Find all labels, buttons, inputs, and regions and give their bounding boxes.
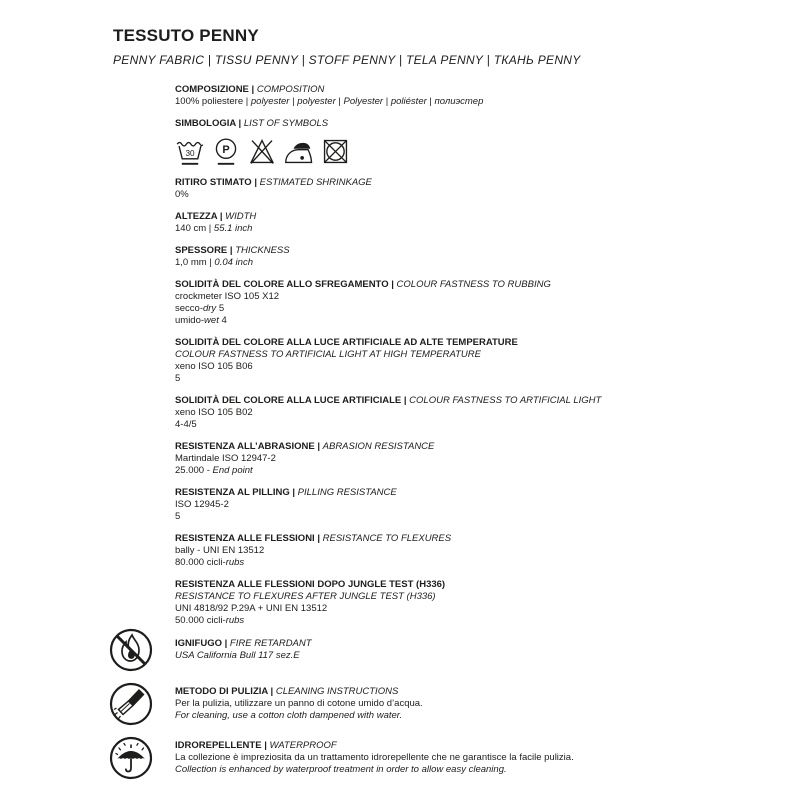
section-heading — [175, 638, 312, 650]
spec-line — [175, 545, 620, 557]
spec-text-segment: Collection is enhanced by waterproof treatment in order to allow easy cleaning. — [175, 764, 507, 775]
spec-line — [175, 373, 620, 385]
section-label-it: RESISTENZA AL PILLING — [175, 487, 290, 498]
spec-text-segment: 25.000 - — [175, 465, 213, 476]
section-heading — [175, 579, 620, 591]
spec-section — [175, 118, 620, 167]
spec-text-segment: Polyester — [343, 96, 384, 107]
dry-clean-p-gentle-icon — [211, 136, 241, 167]
spec-text-segment: poliéster — [390, 96, 427, 107]
section-label-it: METODO DI PULIZIA — [175, 686, 268, 697]
spec-line — [175, 710, 423, 722]
care-note-icon-holder — [108, 627, 154, 673]
label-separator: | — [221, 638, 230, 649]
spec-section — [175, 487, 620, 523]
spec-line — [175, 615, 620, 627]
section-label-en: ABRASION RESISTANCE — [322, 441, 435, 452]
spec-line — [175, 557, 620, 569]
section-label-it: SOLIDITÀ DEL COLORE ALLO SFREGAMENTO — [175, 279, 389, 290]
spec-text-segment: 4-4/5 — [175, 419, 197, 430]
section-label-en: LIST OF SYMBOLS — [243, 118, 329, 129]
spec-line — [175, 361, 620, 373]
label-separator: | — [388, 279, 397, 290]
label-separator: | — [217, 211, 226, 222]
spec-section — [175, 245, 620, 269]
section-label-en: COLOUR FASTNESS TO ARTIFICIAL LIGHT AT HIGH TEMPERATURE — [175, 349, 481, 360]
spec-text-segment: xeno ISO 105 B02 — [175, 407, 253, 418]
spec-text-segment: 80.000 cicli- — [175, 557, 226, 568]
umbrella-rain-icon — [108, 735, 154, 781]
spec-text-segment: umido- — [175, 315, 205, 326]
spec-text-segment: bally - UNI EN 13512 — [175, 545, 265, 556]
spec-text-segment: 0.04 inch — [214, 257, 253, 268]
section-heading — [175, 337, 620, 349]
spec-section — [175, 579, 620, 627]
spec-text-segment: crockmeter ISO 105 X12 — [175, 291, 280, 302]
label-separator: | — [235, 118, 244, 129]
section-heading — [175, 211, 620, 223]
section-label-en: CLEANING INSTRUCTIONS — [275, 686, 399, 697]
section-heading — [175, 84, 620, 96]
section-label-en: COMPOSITION — [256, 84, 325, 95]
spec-line — [175, 303, 620, 315]
spec-text-segment: 1,0 mm | — [175, 257, 215, 268]
section-label-it: SOLIDITÀ DEL COLORE ALLA LUCE ARTIFICIALE — [175, 395, 402, 406]
do-not-bleach-icon — [247, 136, 277, 167]
spec-text-segment: wet — [204, 315, 219, 326]
spec-text-segment: For cleaning, use a cotton cloth dampened with water. — [175, 710, 403, 721]
section-label-it: SOLIDITÀ DEL COLORE ALLA LUCE ARTIFICIALE AD ALTE TEMPERATURE — [175, 337, 518, 348]
spec-section — [175, 441, 620, 477]
spec-line — [175, 96, 620, 108]
iron-low-temp-icon — [283, 136, 314, 167]
spec-line — [175, 223, 620, 235]
spec-text-segment: USA California Bull 117 sez.E — [175, 650, 300, 661]
care-note-icon-holder — [108, 681, 154, 727]
section-heading — [175, 686, 423, 698]
spec-section — [175, 279, 620, 327]
label-separator: | — [248, 84, 257, 95]
section-label-it: SPESSORE — [175, 245, 228, 256]
spec-text-segment: secco- — [175, 303, 203, 314]
spec-line — [175, 407, 620, 419]
spec-text-segment: dry — [202, 303, 217, 314]
label-separator: | — [251, 177, 260, 188]
spec-text-segment: rubs — [225, 557, 245, 568]
spec-text-segment: End point — [212, 465, 253, 476]
spec-text-segment: полиэстер — [434, 96, 484, 107]
spec-line — [175, 764, 574, 776]
section-heading — [175, 740, 574, 752]
spec-section — [175, 533, 620, 569]
spec-section — [175, 177, 620, 201]
section-label-it: RESISTENZA ALL’ABRASIONE — [175, 441, 315, 452]
spec-text-segment: | — [383, 96, 391, 107]
section-heading — [175, 441, 620, 453]
label-separator: | — [401, 395, 410, 406]
do-not-tumble-dry-icon — [320, 136, 351, 167]
care-note-row — [108, 681, 708, 727]
section-heading — [175, 279, 620, 291]
spec-text-segment: 55.1 inch — [213, 223, 253, 234]
section-label-it: COMPOSIZIONE — [175, 84, 249, 95]
section-label-it: RITIRO STIMATO — [175, 177, 252, 188]
section-label-en: ESTIMATED SHRINKAGE — [259, 177, 372, 188]
section-heading — [175, 533, 620, 545]
spec-text-segment: | — [426, 96, 435, 107]
spec-text-segment: rubs — [225, 615, 245, 626]
section-heading — [175, 245, 620, 257]
spec-text-segment: | — [289, 96, 298, 107]
care-symbols-row — [175, 136, 620, 167]
spec-text-segment: 5 — [216, 303, 225, 314]
spec-text-segment: 5 — [175, 373, 181, 384]
spec-sections — [175, 84, 620, 637]
spec-line — [175, 752, 574, 764]
spec-text-segment: La collezione è impreziosita da un trattamento idrorepellente che ne garantisce la facile pulizia. — [175, 752, 574, 763]
section-label-it: SIMBOLOGIA — [175, 118, 236, 129]
care-note-text — [175, 740, 574, 776]
label-separator: | — [227, 245, 236, 256]
label-separator: | — [289, 487, 298, 498]
section-heading — [175, 177, 620, 189]
spec-section — [175, 337, 620, 385]
spec-text-segment: ISO 12945-2 — [175, 499, 229, 510]
section-label-it: IGNIFUGO — [175, 638, 222, 649]
cleaning-brush-icon — [108, 681, 154, 727]
svg-text:P: P — [222, 143, 230, 156]
spec-text-segment: Per la pulizia, utilizzare un panno di cotone umido d’acqua. — [175, 698, 423, 709]
spec-line — [175, 465, 620, 477]
spec-line — [175, 453, 620, 465]
care-note-row — [108, 627, 708, 673]
care-note-text — [175, 686, 423, 722]
spec-line — [175, 419, 620, 431]
section-label-it: IDROREPELLENTE — [175, 740, 262, 751]
page-subtitle: PENNY FABRIC | TISSU PENNY | STOFF PENNY | TELA PENNY | ТКАНЬ PENNY — [113, 53, 581, 67]
section-label-en: RESISTANCE TO FLEXURES — [322, 533, 452, 544]
section-label-en: THICKNESS — [235, 245, 290, 256]
page-title: TESSUTO PENNY — [113, 26, 259, 45]
spec-line — [175, 499, 620, 511]
spec-line — [175, 698, 423, 710]
spec-line — [175, 291, 620, 303]
spec-text-segment: Martindale ISO 12947-2 — [175, 453, 276, 464]
section-label-en: FIRE RETARDANT — [229, 638, 312, 649]
spec-text-segment: xeno ISO 105 B06 — [175, 361, 253, 372]
spec-text-segment: 4 — [218, 315, 227, 326]
section-label-en: WATERPROOF — [269, 740, 337, 751]
section-label-it: ALTEZZA — [175, 211, 218, 222]
spec-line — [175, 257, 620, 269]
spec-text-segment: polyester — [250, 96, 290, 107]
section-label-en: RESISTANCE TO FLEXURES AFTER JUNGLE TEST (H336) — [175, 591, 436, 602]
care-note-sections — [108, 627, 708, 789]
spec-section — [175, 395, 620, 431]
label-separator: | — [261, 740, 270, 751]
spec-line — [175, 189, 620, 201]
section-label-en: COLOUR FASTNESS TO ARTIFICIAL LIGHT — [409, 395, 602, 406]
section-label-en: WIDTH — [225, 211, 257, 222]
spec-text-segment: 5 — [175, 511, 181, 522]
spec-text-segment: polyester — [297, 96, 336, 107]
care-note-icon-holder — [108, 735, 154, 781]
spec-section — [175, 84, 620, 108]
svg-text:30: 30 — [185, 149, 195, 159]
section-label-it: RESISTENZA ALLE FLESSIONI DOPO JUNGLE TEST (H336) — [175, 579, 446, 590]
label-separator: | — [267, 686, 276, 697]
section-label-it: RESISTENZA ALLE FLESSIONI — [175, 533, 315, 544]
care-note-text — [175, 638, 312, 662]
spec-text-segment: 100% poliestere | — [175, 96, 251, 107]
spec-line — [175, 315, 620, 327]
section-heading — [175, 487, 620, 499]
section-heading — [175, 118, 620, 130]
no-open-flame-icon — [108, 627, 154, 673]
section-label-en: COLOUR FASTNESS TO RUBBING — [396, 279, 551, 290]
spec-line — [175, 603, 620, 615]
wash-30-mild-icon — [175, 136, 205, 167]
spec-section — [175, 211, 620, 235]
spec-text-segment: UNI 4818/92 P.29A + UNI EN 13512 — [175, 603, 328, 614]
label-separator: | — [314, 533, 323, 544]
spec-text-segment: | — [335, 96, 344, 107]
section-heading — [175, 395, 620, 407]
spec-line — [175, 511, 620, 523]
spec-text-segment: 0% — [175, 189, 189, 200]
spec-line — [175, 650, 312, 662]
spec-text-segment: 50.000 cicli- — [175, 615, 226, 626]
section-label-en: PILLING RESISTANCE — [297, 487, 397, 498]
page-header — [113, 26, 581, 67]
spec-text-segment: 140 cm | — [175, 223, 214, 234]
care-note-row — [108, 735, 708, 781]
label-separator: | — [314, 441, 323, 452]
